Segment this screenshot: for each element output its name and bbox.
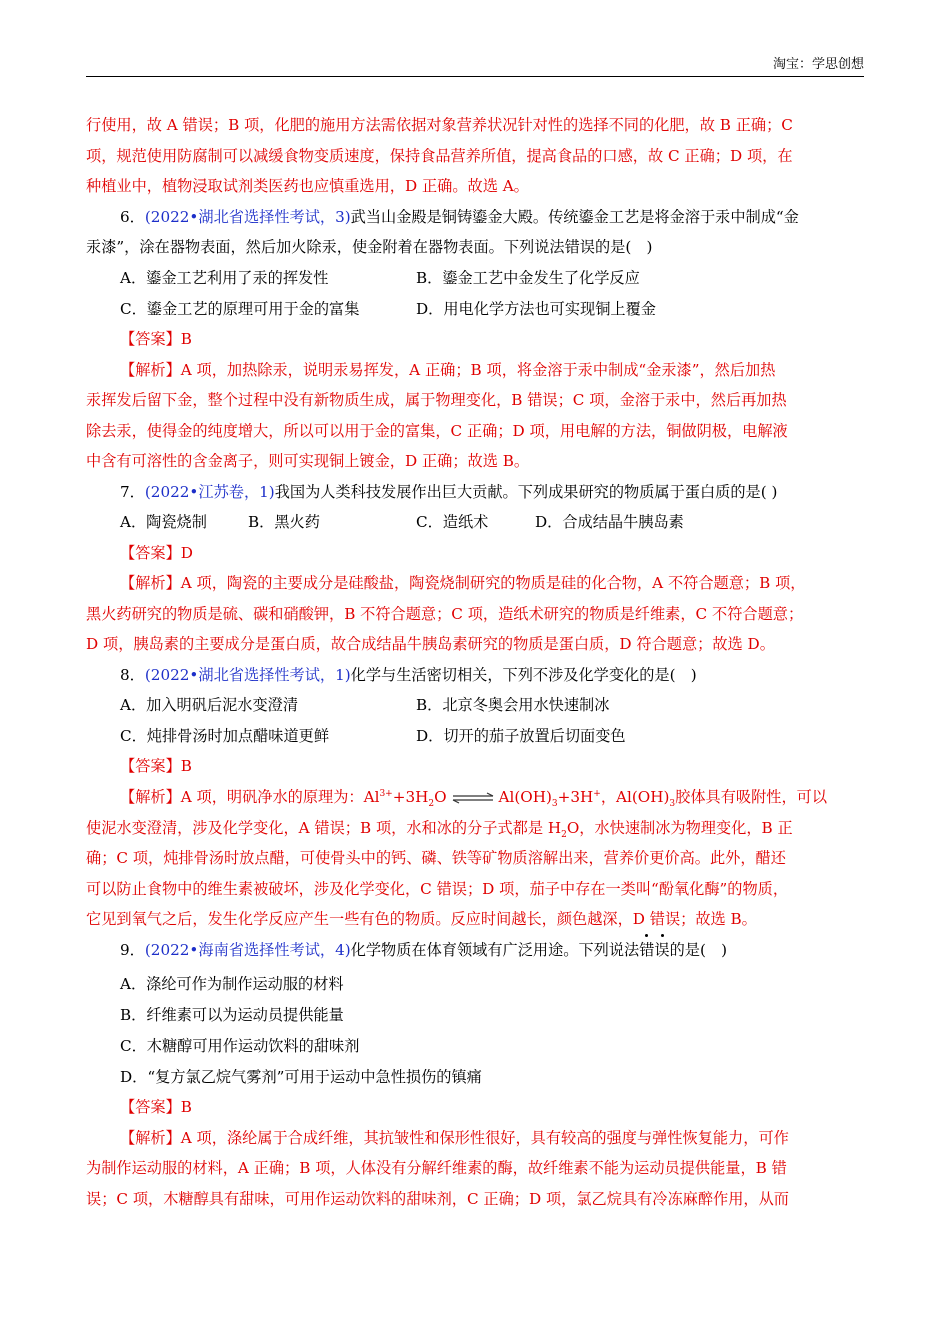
option-b: B．鎏金工艺中金发生了化学反应 (416, 269, 640, 287)
answer: 【答案】B (120, 1098, 192, 1116)
question-number: 8． (120, 666, 145, 684)
option-d: D．“复方氯乙烷气雾剂”可用于运动中急性损伤的镇痛 (120, 1068, 482, 1086)
option-c: C．炖排骨汤时加点醋味道更鲜 (120, 727, 330, 745)
question-8-stem (120, 662, 697, 688)
option-b: B．黑火药 (248, 513, 320, 531)
explanation-line: 【解析】A 项，涤纶属于合成纤维，其抗皱性和保形性很好，具有较高的强度与弹性恢复能力，可作 (120, 1129, 789, 1147)
explanation-text: +3H (557, 788, 594, 806)
explanation-text: ，Al(OH) (600, 788, 670, 806)
subscript: 2 (561, 830, 567, 841)
equilibrium-arrow-icon (451, 791, 495, 805)
option-b: B．北京冬奥会用水快速制冰 (416, 696, 610, 714)
question-number: 7． (120, 483, 145, 501)
explanation-text: 【解析】A 项，明矾净水的原理为：Al (120, 788, 380, 806)
question-text: 的是( ) (669, 941, 728, 959)
subscript: 3 (551, 799, 558, 810)
page-header (86, 56, 864, 77)
option-d: D．切开的茄子放置后切面变色 (416, 727, 626, 745)
explanation-line (120, 784, 827, 810)
question-text: 化学与生活密切相关，下列不涉及化学变化的是( ) (350, 666, 697, 684)
explanation-line: 黑火药研究的物质是硫、碳和硝酸钾，B 不符合题意；C 项，造纸术研究的物质是纤维素，C 不符合题意； (86, 605, 804, 623)
explanation-line: 为制作运动服的材料，A 正确；B 项，人体没有分解纤维素的酶，故纤维素不能为运动员提供能量，B 错 (86, 1159, 787, 1177)
explanation-line: D 项，胰岛素的主要成分是蛋白质，故合成结晶牛胰岛素研究的物质是蛋白质，D 符合题意；故选 D。 (86, 635, 775, 653)
question-6-stem (120, 204, 799, 230)
option-a: A．陶瓷烧制 (120, 513, 207, 531)
question-number: 9． (120, 941, 145, 959)
explanation-text: O (434, 788, 447, 806)
explanation-text: +3H (392, 788, 429, 806)
option-a: A．加入明矾后泥水变澄清 (120, 696, 299, 714)
answer: 【答案】B (120, 330, 192, 348)
explanation-text: 胶体具有吸附性，可以 (675, 788, 828, 806)
question-source: (2022•海南省选择性考试，4) (144, 941, 351, 959)
option-b: B．纤维素可以为运动员提供能量 (120, 1006, 344, 1024)
question-source: (2022•湖北省选择性考试，1) (144, 666, 351, 684)
subscript: 3 (669, 799, 676, 810)
option-c: C．木糖醇可用作运动饮料的甜味剂 (120, 1037, 360, 1055)
question-source: (2022•湖北省选择性考试，3) (144, 208, 351, 226)
option-d: D．合成结晶牛胰岛素 (535, 513, 684, 531)
question-9-stem (120, 937, 727, 963)
explanation-line: 确；C 项，炖排骨汤时放点醋，可使骨头中的钙、磷、铁等矿物质溶解出来，营养价更价高。此外，醋还 (86, 849, 786, 867)
explanation-line (86, 815, 793, 841)
question-6-stem-cont: 汞漆”，涂在器物表面，然后加火除汞，使金附着在器物表面。下列说法错误的是( ) (86, 238, 653, 256)
explanation-line: 种植业中，植物浸取试剂类医药也应慎重选用，D 正确。故选 A。 (86, 177, 529, 195)
superscript: 3+ (379, 788, 393, 799)
answer: 【答案】D (120, 544, 193, 562)
option-a: A．鎏金工艺利用了汞的挥发性 (120, 269, 329, 287)
explanation-line: 【解析】A 项，加热除汞，说明汞易挥发，A 正确；B 项，将金溶于汞中制成“金汞漆”，然后加热 (120, 361, 776, 379)
explanation-line: 中含有可溶性的含金离子，则可实现铜上镀金，D 正确；故选 B。 (86, 452, 530, 470)
explanation-line: 它见到氧气之后，发生化学反应产生一些有色的物质。反应时间越长，颜色越深，D 错误；故选 B。 (86, 910, 757, 928)
explanation-line: 项，规范使用防腐制可以减缓食物变质速度，保持食品营养所值，提高食品的口感，故 C 正确；D 项，在 (86, 147, 793, 165)
subscript: 2 (428, 799, 435, 810)
explanation-line: 误；C 项，木糖醇具有甜味，可用作运动饮料的甜味剂，C 正确；D 项，氯乙烷具有冷冻麻醉作用，从而 (86, 1190, 789, 1208)
answer: 【答案】B (120, 757, 192, 775)
option-c: C．鎏金工艺的原理可用于金的富集 (120, 300, 360, 318)
question-7-stem (120, 479, 777, 505)
explanation-text: O，水快速制冰为物理变化，B 正 (566, 819, 793, 837)
superscript: + (593, 788, 601, 799)
emphasis-char: 误 (654, 937, 669, 963)
option-c: C．造纸术 (416, 513, 489, 531)
question-source: (2022•江苏卷，1) (144, 483, 275, 501)
explanation-text: 使泥水变澄清，涉及化学变化，A 错误；B 项，水和冰的分子式都是 H (86, 819, 562, 837)
emphasis-char: 错 (639, 937, 654, 963)
question-text: 我国为人类科技发展作出巨大贡献。下列成果研究的物质属于蛋白质的是( ) (274, 483, 778, 501)
question-number: 6． (120, 208, 145, 226)
explanation-line: 汞挥发后留下金，整个过程中没有新物质生成，属于物理变化，B 错误；C 项，金溶于汞中，然后再加热 (86, 391, 787, 409)
explanation-line: 可以防止食物中的维生素被破坏，涉及化学变化，C 错误；D 项，茄子中存在一类叫“酚氧化酶”的物质， (86, 880, 789, 898)
explanation-line: 【解析】A 项，陶瓷的主要成分是硅酸盐，陶瓷烧制研究的物质是硅的化合物，A 不符合题意；B 项， (120, 574, 806, 592)
question-text: 武当山金殿是铜铸鎏金大殿。传统鎏金工艺是将金溶于汞中制成“金 (350, 208, 799, 226)
question-text: 化学物质在体育领域有广泛用途。下列说法 (350, 941, 640, 959)
option-a: A．涤纶可作为制作运动服的材料 (120, 975, 344, 993)
header-text: 淘宝：学思创想 (772, 57, 864, 72)
explanation-text: Al(OH) (498, 788, 552, 806)
explanation-line: 行使用，故 A 错误；B 项，化肥的施用方法需依据对象营养状况针对性的选择不同的化肥，故 B 正确；C (86, 116, 793, 134)
explanation-line: 除去汞，使得金的纯度增大，所以可以用于金的富集，C 正确；D 项，用电解的方法，铜做阴极，电解液 (86, 422, 788, 440)
option-d: D．用电化学方法也可实现铜上覆金 (416, 300, 656, 318)
